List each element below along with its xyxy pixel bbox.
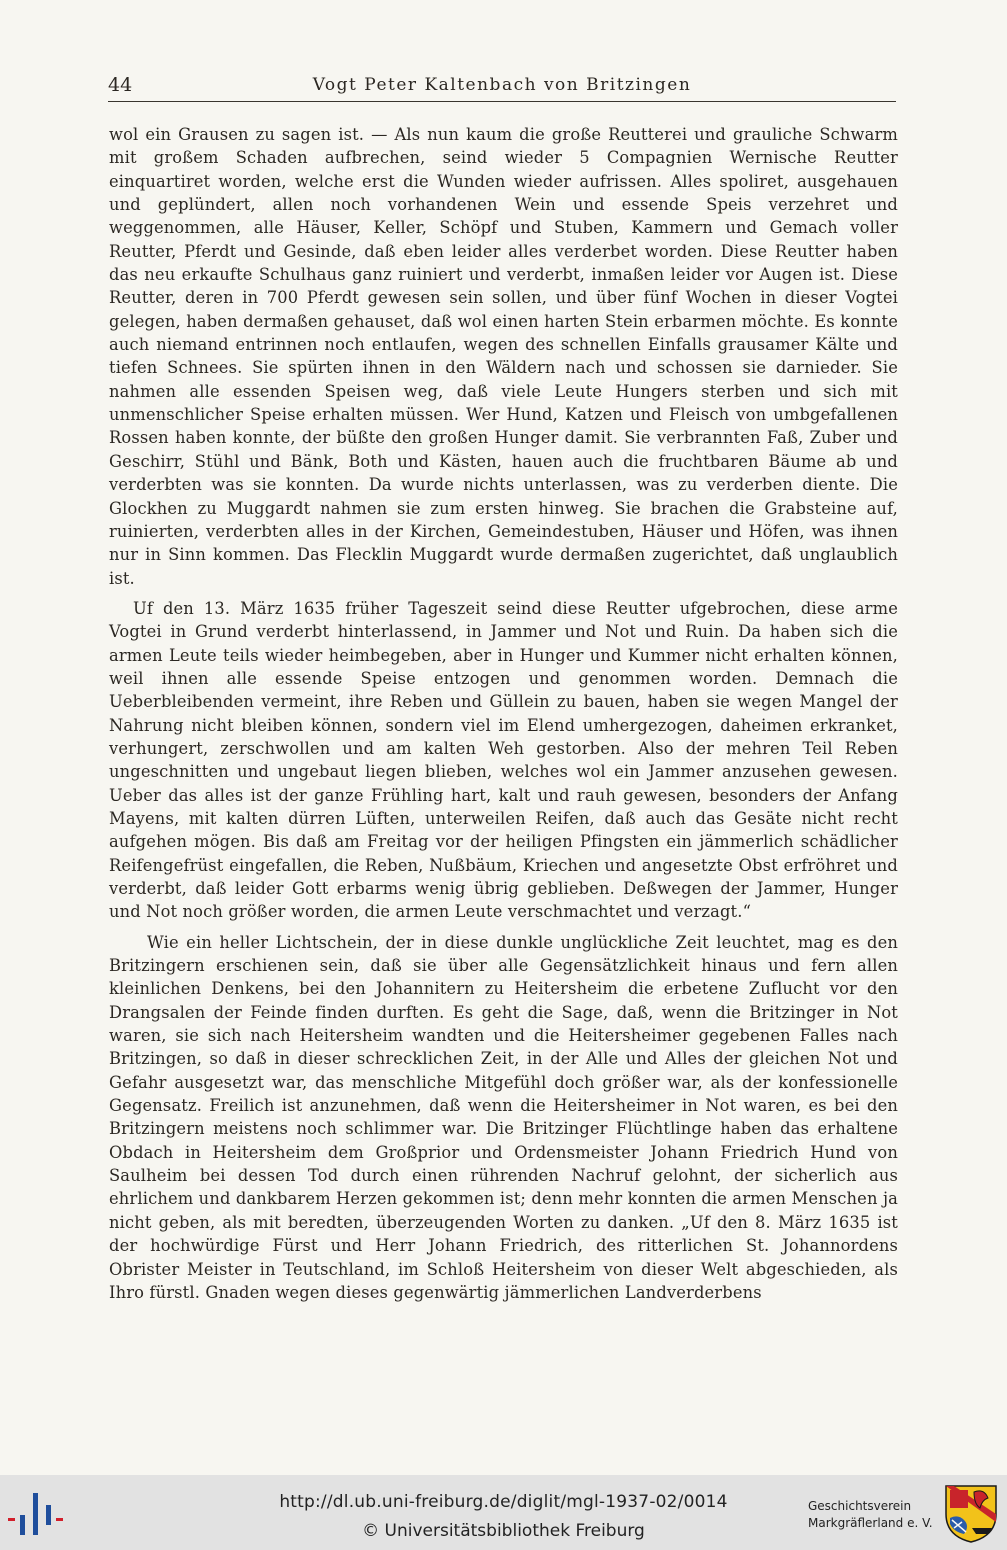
society-line-1: Geschichtsverein xyxy=(808,1499,912,1513)
body-text xyxy=(109,123,898,1304)
permalink-url[interactable]: http://dl.ub.uni-freiburg.de/diglit/mgl-1937-02/0014 xyxy=(279,1492,728,1512)
paragraph-2: Uf den 13. März 1635 früher Tageszeit seind diese Reutter ufgebrochen, diese arme Vogtei in Grund verderbt hinterlassend, in Jammer und Not und Ruin. Da haben sich die armen Leute teils wieder heimbegeben, aber in Hunger und Kummer nicht erhalten können, weil ihnen alle essende Speise entzogen und genommen worden. Demnach die Ueberbleibenden vermeint, ihre Reben und Güllein zu bauen, haben sie wegen Mangel der Nahrung nicht bleiben können, sondern viel im Elend umhergezogen, daheimen erkranket, verhungert, zerschwollen und am kalten Weh gestorben. Also der mehren Teil Reben ungeschnitten und ungebaut liegen blieben, welches wol ein Jammer anzusehen gewesen. Ueber das alles ist der ganze Frühling hart, kalt und rauh gewesen, besonders der Anfang Mayens, mit kalten dürren Lüften, unterweilen Reifen, daß auch das Gesäte nicht recht aufgehen mögen. Bis daß am Freitag vor der heiligen Pfingsten ein jämmerlich schädlicher Reifengefrüst eingefallen, die Reben, Nußbäum, Kriechen und angesetzte Obst erfröhret und verderbt, daß leider Gott erbarms wenig übrig geblieben. Deßwegen der Jammer, Hunger und Not noch größer worden, die armen Leute verschmachtet und verzagt.“ xyxy=(109,598,898,922)
society-line-2: Markgräflerland e. V. xyxy=(808,1516,933,1530)
page-number: 44 xyxy=(108,74,133,96)
page-header xyxy=(108,74,896,100)
footer-bar xyxy=(0,1475,1007,1550)
header-rule xyxy=(108,101,896,102)
paragraph-1: wol ein Grausen zu sagen ist. — Als nun kaum die große Reutterei und grauliche Schwarm mit großem Schaden aufbrechen, seind wieder 5 Compagnien Wernische Reutter einquartiret worden, welche erst die Wunden wieder aufrissen. Alles spoliret, ausgehauen und geplündert, allen noch vorhandenen Wein und essende Speis verzehret und weggenommen, alle Häuser, Keller, Schöpf und Stuben, Kammern und Gemach voller Reutter, Pferdt und Gesinde, daß eben leider alles verderbet worden. Diese Reutter haben das neu erkaufte Schulhaus ganz ruiniert und verderbt, inmaßen leider vor Augen ist. Diese Reutter, deren in 700 Pferdt gewesen sein sollen, und über fünf Wochen in dieser Vogtei gelegen, haben dermaßen gehauset, daß wol einen harten Stein erbarmen möchte. Es konnte auch niemand entrinnen noch entlaufen, wegen des schnellen Einfalls grausamer Kälte und tiefen Schnees. Sie spürten ihnen in den Wäldern nach und schossen sie darnieder. Sie nahmen alle essenden Speisen weg, daß viele Leute Hungers sterben und sich mit unmenschlicher Speise erhalten müssen. Wer Hund, Katzen und Fleisch von umbgefallenen Rossen haben konnte, der büßte den großen Hunger damit. Sie verbrannten Faß, Zuber und Geschirr, Stühl und Bänk, Both und Kästen, hauen auch die fruchtbaren Bäume ab und verderbten was sie konnten. Da wurde nichts unterlassen, was zu verderben diente. Die Glockhen zu Muggardt nahmen sie zum ersten hinweg. Sie brachen die Grabsteine auf, ruinierten, verderbten alles in der Kirchen, Gemeindestuben, Häuser und Höfen, was ihnen nur in Sinn kommen. Das Flecklin Muggardt wurde dermaßen zugerichtet, daß unglaublich ist. xyxy=(109,125,898,588)
paragraph-3: Wie ein heller Lichtschein, der in diese dunkle unglückliche Zeit leuchtet, mag es den Britzingern erschienen sein, daß sie über alle Gegensätzlichkeit hinaus und fern allen kleinlichen Denkens, bei den Johannitern zu Heitersheim die erbetene Zuflucht vor den Drangsalen der Feinde finden durften. Es geht die Sage, daß, wenn die Britzinger in Not waren, sie sich nach Heitersheim wandten und die Heitersheimer gegebenen Falles nach Britzingen, so daß in dieser schrecklichen Zeit, in der Alle und Alles der gleichen Not und Gefahr ausgesetzt war, das menschliche Mitgefühl doch größer war, als der konfessionelle Gegensatz. Freilich ist anzunehmen, daß wenn die Heitersheimer in Not waren, es bei den Britzingern meistens noch schlimmer war. Die Britzinger Flüchtlinge haben das erhaltene Obdach in Heitersheim dem Großprior und Ordensmeister Johann Friedrich Hund von Saulheim bei dessen Tod durch einen rührenden Nachruf gelohnt, der sicherlich aus ehrlichem und dankbarem Herzen gekommen ist; denn mehr konnten die armen Menschen ja nicht geben, als mit beredten, überzeugenden Worten zu danken. „Uf den 8. März 1635 ist der hochwürdige Fürst und Herr Johann Friedrich, des ritterlichen St. Johannordens Obrister Meister in Teutschland, im Schloß Heitersheim von dieser Welt abgeschieden, als Ihro fürstl. Gnaden wegen dieses gegenwärtig jämmerlichen Landverderbens xyxy=(109,932,898,1302)
coat-of-arms-icon[interactable] xyxy=(944,1484,998,1544)
copyright-notice: © Universitätsbibliothek Freiburg xyxy=(362,1521,645,1541)
running-title: Vogt Peter Kaltenbach von Britzingen xyxy=(312,75,692,95)
society-name xyxy=(808,1498,938,1532)
